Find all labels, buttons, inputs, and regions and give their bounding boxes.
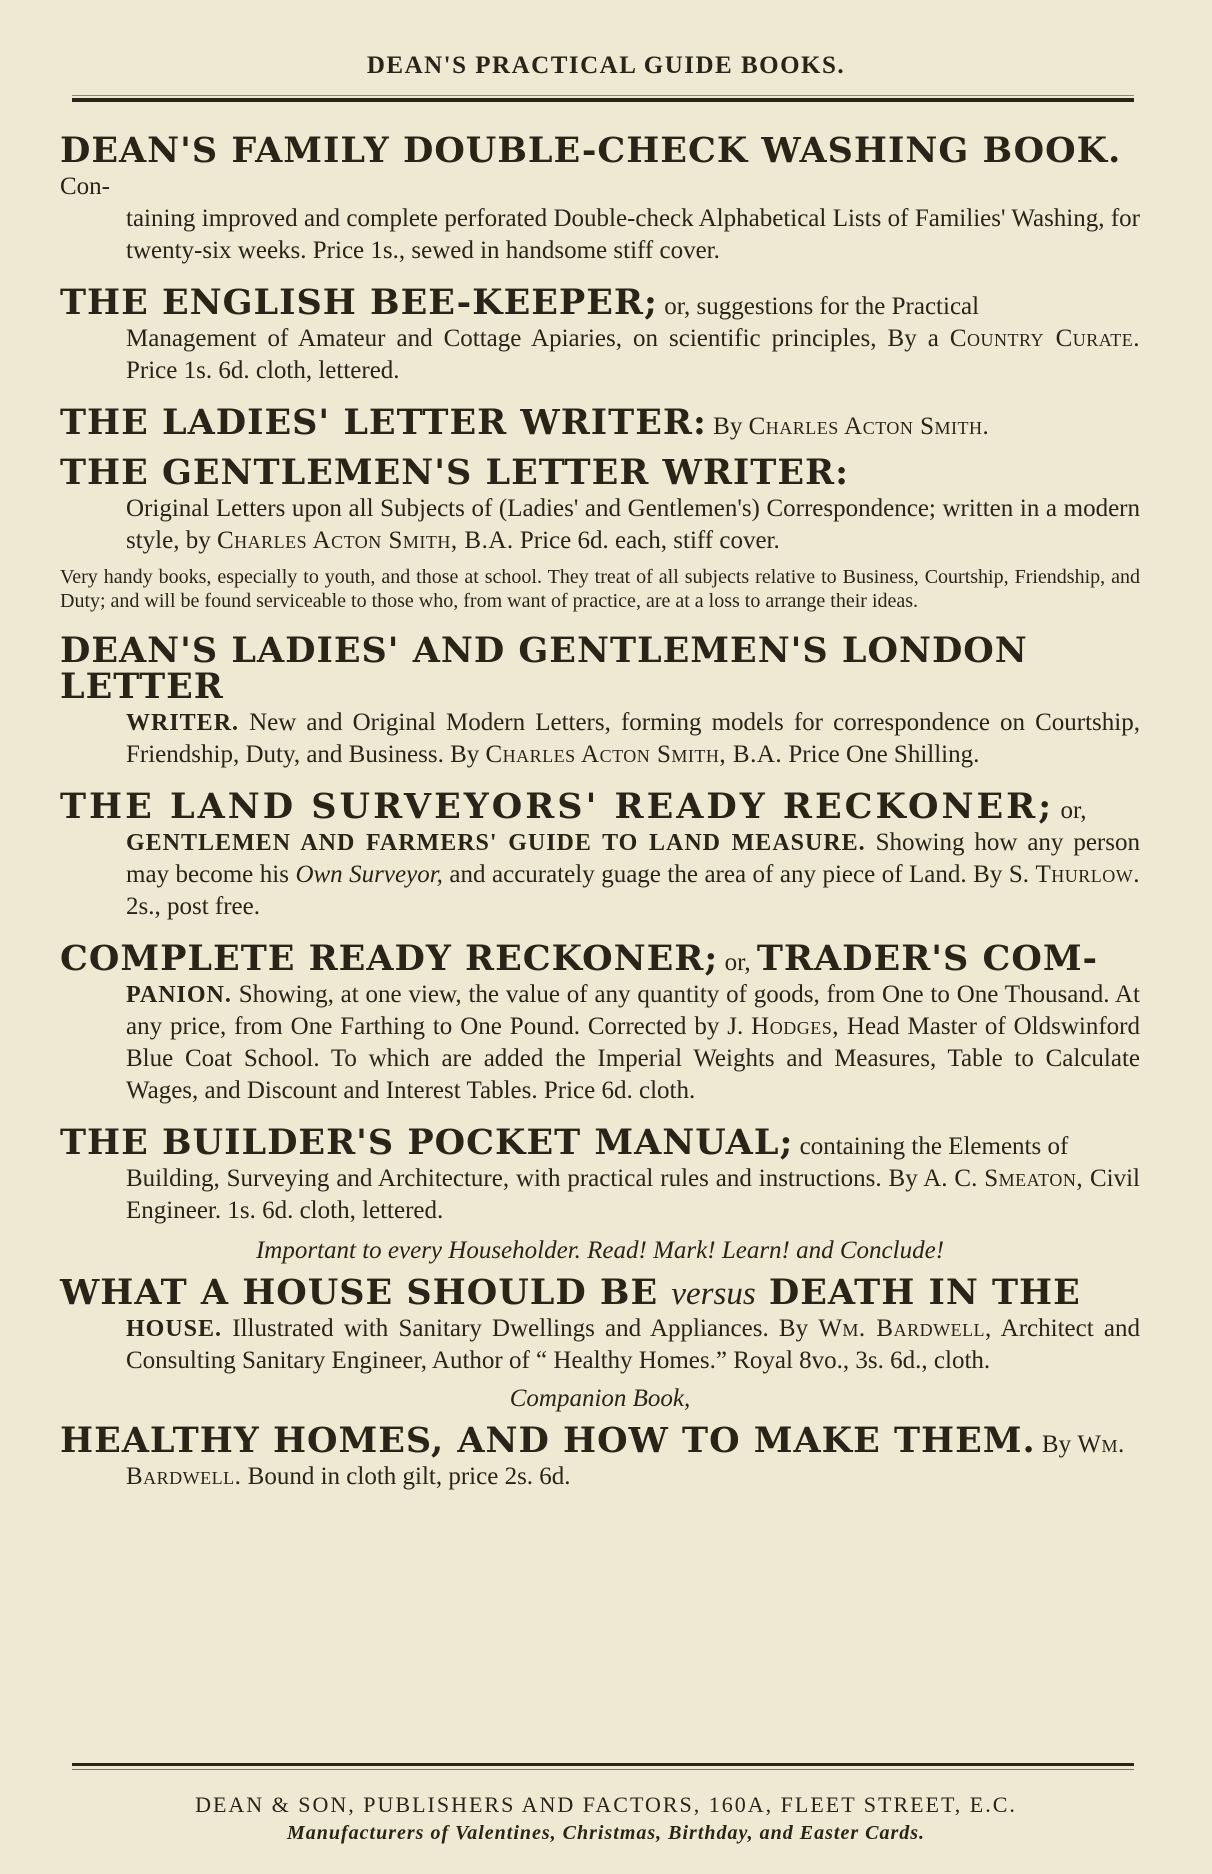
- entry-subtitle: WRITER.: [126, 710, 240, 736]
- running-head: DEAN'S PRACTICAL GUIDE BOOKS.: [366, 52, 846, 79]
- entry-author: Charles Acton Smith.: [748, 413, 990, 440]
- entry-author: Charles Acton Smith, B.A.: [216, 527, 514, 554]
- entry-body-part: Price 6d. each, stiff cover.: [513, 527, 780, 554]
- entry-body: [60, 493, 1140, 557]
- entry-author: Smeaton,: [984, 1165, 1084, 1192]
- entry-body-part: Showing, at one view, the value of any quantity of goods, from One to One Thousand. At any price, from One Farthing to One Pound. Corrected by J.: [126, 981, 1140, 1040]
- entry-title: COMPLETE READY RECKONER;: [60, 938, 719, 979]
- entry-author: Thurlow.: [1035, 861, 1140, 888]
- top-rule: [72, 98, 1134, 102]
- entry-author-lead: Wm.: [1077, 1431, 1125, 1458]
- entry-body-part: and accurately guage the area of any piece of Land. By S.: [442, 861, 1036, 888]
- entry-title-2: TRADER'S COM-: [756, 938, 1099, 979]
- entry-bee-keeper: [60, 282, 1140, 387]
- entry-lead: or,: [718, 949, 757, 976]
- entry-body: [60, 979, 1140, 1107]
- entry-body-part: Bound in cloth gilt, price 2s. 6d.: [241, 1463, 571, 1490]
- entry-gentlemens-letter-writer: [60, 452, 1140, 557]
- entry-lead: or, suggestions for the Practical: [657, 293, 980, 320]
- entry-body-part: Architect and Consulting Sanitary Engineer, Author of “ Healthy Homes.” Royal 8vo., 3s. 6d., cloth.: [126, 1315, 1140, 1374]
- entry-title: THE ENGLISH BEE-KEEPER;: [60, 282, 658, 323]
- entry-body-part: 2s., post free.: [126, 893, 260, 920]
- entry-lead: Con-: [60, 173, 110, 200]
- entry-what-a-house: [60, 1272, 1140, 1377]
- entry-body: taining improved and complete perforated Double-check Alphabetical Lists of Families' Washing, for twenty-six weeks. Price 1s., sewed in handsome stiff cover.: [126, 205, 1140, 264]
- entry-builders-manual: [60, 1122, 1140, 1227]
- entry-ready-reckoner: [60, 938, 1141, 1107]
- entry-land-surveyors: [60, 786, 1140, 923]
- entry-title: THE GENTLEMEN'S LETTER WRITER:: [60, 452, 850, 493]
- entry-body: [60, 323, 1140, 387]
- letter-writer-note: Very handy books, especially to youth, and those at school. They treat of all subjects relative to Business, Courtship, Friendship, and Duty; and will be found serviceable to those who, from want of practice, are at a loss to arrange their ideas.: [60, 566, 1140, 612]
- entry-title: DEAN'S LADIES' AND GENTLEMEN'S LONDON LETTER: [60, 630, 1028, 707]
- entry-title: THE BUILDER'S POCKET MANUAL;: [60, 1122, 794, 1163]
- companion-book-line: Companion Book,: [509, 1385, 691, 1412]
- entry-subtitle: HOUSE.: [126, 1316, 223, 1342]
- entry-title: THE LADIES' LETTER WRITER:: [60, 402, 707, 443]
- footer-publisher: DEAN & SON, PUBLISHERS AND FACTORS, 160A, FLEET STREET, E.C.: [195, 1792, 1017, 1817]
- entry-london-letter-writer: [60, 630, 1140, 771]
- entry-body: [60, 1461, 1140, 1493]
- householder-tagline: Important to every Householder. Read! Mark! Learn! and Conclude!: [255, 1237, 945, 1264]
- entry-versus: versus: [671, 1276, 756, 1312]
- entry-author: Country Curate.: [949, 325, 1140, 352]
- footer-manufacturers: Manufacturers of Valentines, Christmas, Birthday, and Easter Cards.: [286, 1822, 926, 1844]
- entry-title: WHAT A HOUSE SHOULD BE: [60, 1272, 672, 1313]
- entry-lead: or,: [1054, 797, 1087, 824]
- entry-title: THE LAND SURVEYORS' READY RECKONER;: [60, 786, 1055, 827]
- entry-body-part: Illustrated with Sanitary Dwellings and Appliances. By: [222, 1315, 819, 1342]
- entry-body-part: Management of Amateur and Cottage Apiaries, on scientific principles, By a: [126, 325, 950, 352]
- entry-subtitle: PANION.: [126, 982, 232, 1008]
- entry-body-part: Head Master of Oldswinford Blue Coat School. To which are added the Imperial Weights and Measures, Table to Calculate Wages, and Discount and Interest Tables. Price 6d. cloth.: [126, 1013, 1141, 1104]
- entry-body-part: Price One Shilling.: [782, 741, 980, 768]
- entry-body-part: Original Letters upon all Subjects of (Ladies' and Gentlemen's) Correspondence; written in a modern style, by: [126, 495, 1140, 554]
- entry-body-part: Civil Engineer. 1s. 6d. cloth, lettered.: [126, 1165, 1140, 1224]
- entry-washing-book: [60, 130, 1140, 267]
- entry-body: [60, 707, 1140, 771]
- top-rule-thin: [72, 95, 1134, 96]
- entry-body: [60, 1163, 1140, 1227]
- entry-author: Wm. Bardwell,: [818, 1315, 992, 1342]
- entry-body: [60, 1313, 1140, 1377]
- entry-body: [60, 827, 1140, 923]
- entry-author: Charles Acton Smith, B.A.: [485, 741, 783, 768]
- entry-body-part: Building, Surveying and Architecture, with practical rules and instructions. By A. C.: [126, 1165, 985, 1192]
- entry-title: HEALTHY HOMES, AND HOW TO MAKE THEM.: [60, 1420, 1036, 1461]
- entry-healthy-homes: [60, 1420, 1140, 1493]
- bottom-rule-thin: [72, 1769, 1134, 1770]
- entry-title-2: DEATH IN THE: [755, 1272, 1081, 1313]
- entry-title: DEAN'S FAMILY DOUBLE-CHECK WASHING BOOK.: [60, 130, 1122, 171]
- bottom-rule: [72, 1763, 1134, 1766]
- entry-italic: Own Surveyor,: [295, 861, 443, 888]
- entry-subtitle: GENTLEMEN AND FARMERS' GUIDE TO LAND MEASURE.: [126, 830, 866, 856]
- entry-author: Bardwell.: [126, 1463, 242, 1490]
- entry-body-part: New and Original Modern Letters, forming models for correspondence on Courtship, Friendship, Duty, and Business. By: [126, 709, 1140, 768]
- entry-lead: containing the Elements of: [793, 1133, 1069, 1160]
- catalogue-content: [60, 130, 1141, 1513]
- entry-body-part: Showing how any person may become his: [126, 829, 1140, 888]
- entry-ladies-letter-writer: [60, 402, 1140, 443]
- entry-body-part: Price 1s. 6d. cloth, lettered.: [126, 357, 400, 384]
- entry-author: Hodges,: [751, 1013, 839, 1040]
- entry-lead: By: [706, 413, 749, 440]
- entry-lead: By: [1035, 1431, 1078, 1458]
